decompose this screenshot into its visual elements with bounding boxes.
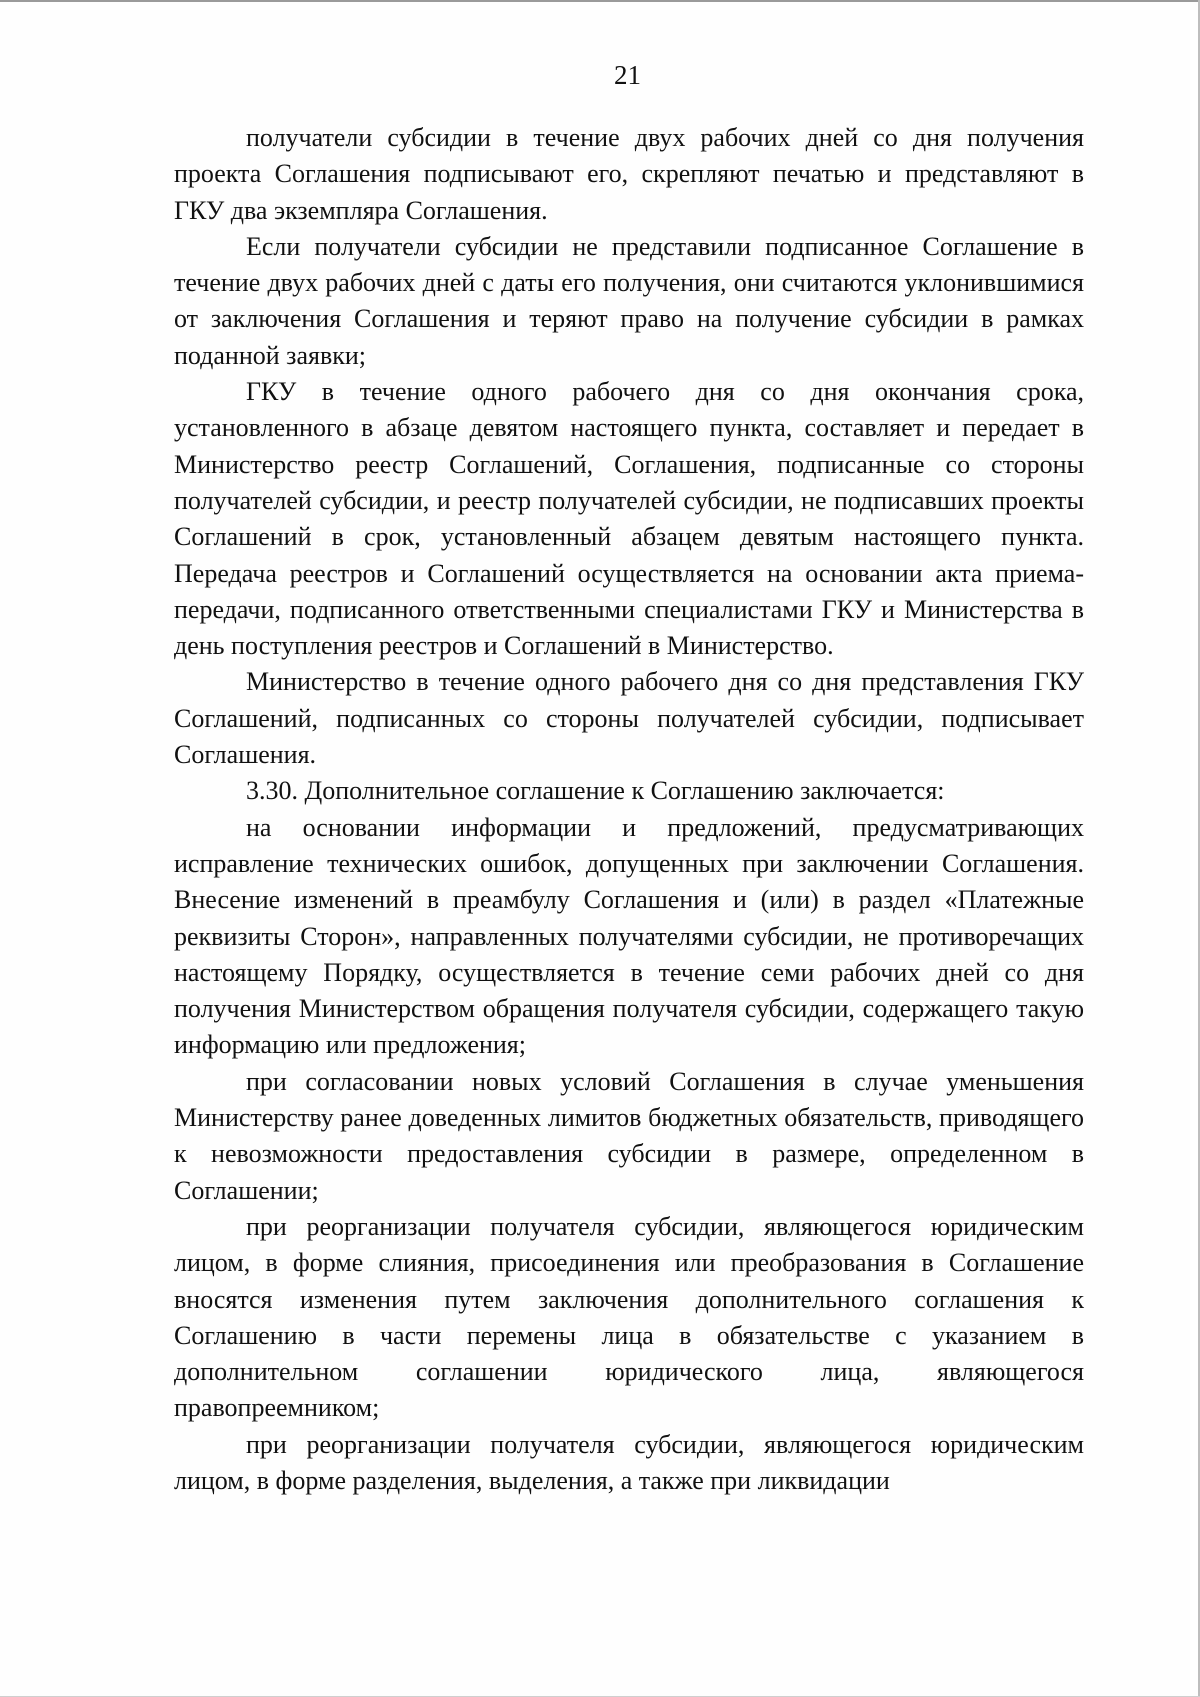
paragraph-1: получатели субсидии в течение двух рабочих дней со дня получения проекта Соглашения подписывают его, скрепляют печатью и представляют в ГКУ два экземпляра Соглашения. [174,123,1084,225]
paragraph-6: на основании информации и предложений, предусматривающих исправление технических ошибок, допущенных при заключении Соглашения. Внесение изменений в преамбулу Соглашения и (или) в раздел «Платежные реквизиты Сторон», направленных получателями субсидии, не противоречащих настоящему Порядку, осуществляется в течение семи рабочих дней со дня получения Министерством обращения получателя субсидии, содержащего такую информацию или предложения; [174,812,1084,1060]
scan-edge-top [0,0,1200,2]
paragraph-2: Если получатели субсидии не представили подписанное Соглашение в течение двух рабочих дней с даты его получения, они считаются уклонившимися от заключения Соглашения и теряют право на получение субсидии в рамках поданной заявки; [174,231,1084,370]
document-body [174,120,1084,1499]
page-number: 21 [614,60,641,90]
paragraph-7: при согласовании новых условий Соглашения в случае уменьшения Министерству ранее доведенных лимитов бюджетных обязательств, приводящего к невозможности предоставления субсидии в размере, определенном в Соглашении; [174,1066,1084,1205]
section-heading-3-30: 3.30. Дополнительное соглашение к Соглашению заключается: [246,776,945,806]
paragraph-8: при реорганизации получателя субсидии, являющегося юридическим лицом, в форме слияния, присоединения или преобразования в Соглашение вносятся изменения путем заключения дополнительного соглашения к Соглашению в части перемены лица в обязательстве с указанием в дополнительном соглашении юридического лица, являющегося правопреемником; [174,1211,1084,1423]
paragraph-9: при реорганизации получателя субсидии, являющегося юридическим лицом, в форме разделения, выделения, а также при ликвидации [174,1429,1084,1495]
paragraph-4: Министерство в течение одного рабочего дня со дня представления ГКУ Соглашений, подписанных со стороны получателей субсидии, подписывает Соглашения. [174,667,1084,770]
paragraph-3: ГКУ в течение одного рабочего дня со дня окончания срока, установленного в абзаце девятом настоящего пункта, составляет и передает в Министерство реестр Соглашений, Соглашения, подписанные со стороны получателей субсидии, и реестр получателей субсидии, не подписавших проекты Соглашений в срок, установленный абзацем девятым настоящего пункта. Передача реестров и Соглашений осуществляется на основании акта приема-передачи, подписанного ответственными специалистами ГКУ и Министерства в день поступления реестров и Соглашений в Министерство. [174,377,1084,661]
